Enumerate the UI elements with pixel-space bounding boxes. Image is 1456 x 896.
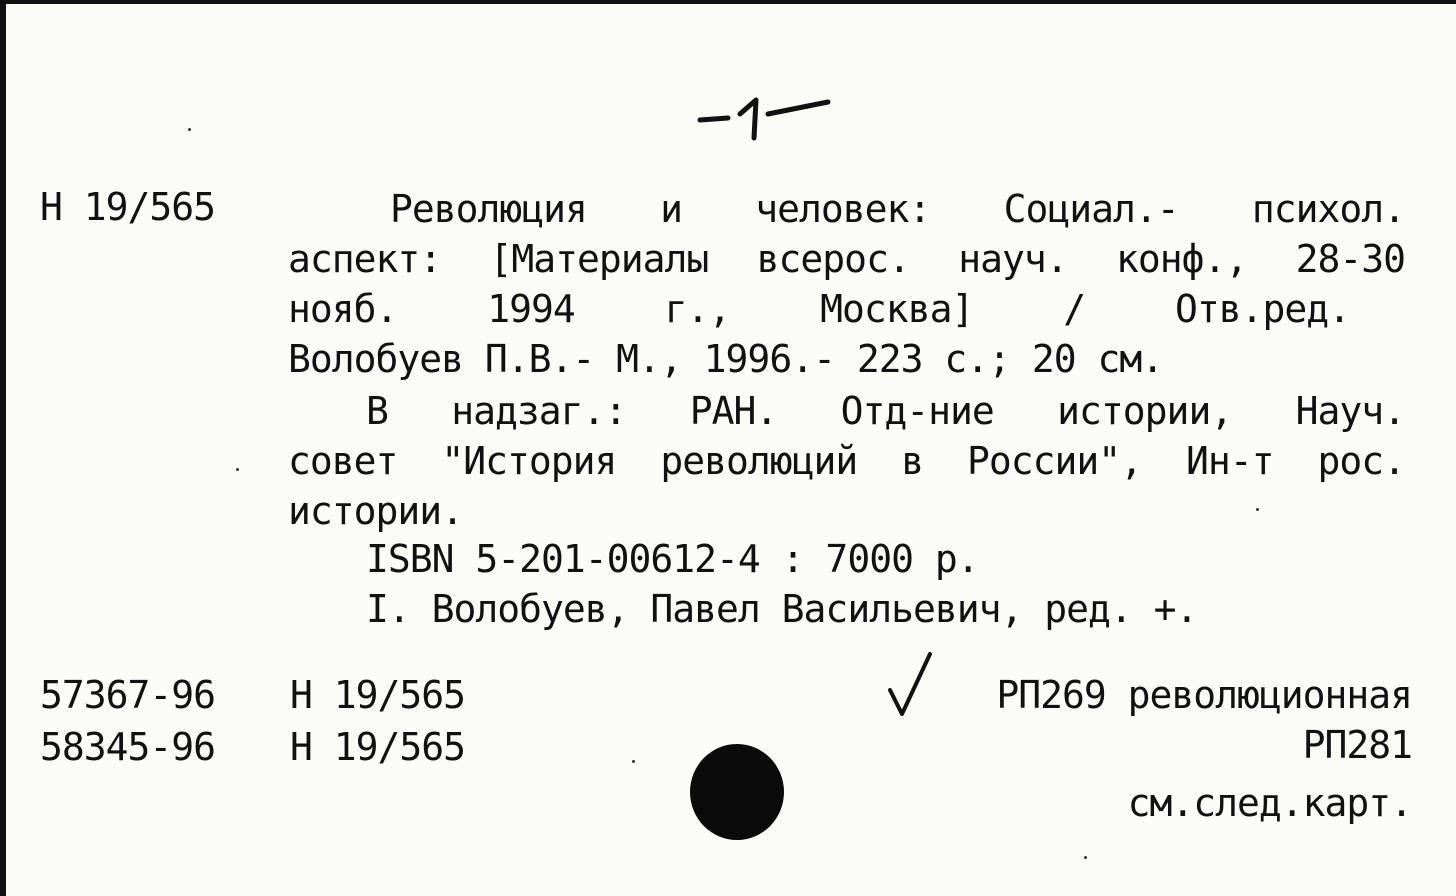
scan-speck xyxy=(1256,508,1259,511)
description-line-1: Революция и человек: Социал.- психол. xyxy=(390,187,1405,231)
description-line-3: нояб. 1994 г., Москва] / Отв.ред. xyxy=(288,287,1350,331)
card-left-edge xyxy=(0,0,6,896)
card-top-edge xyxy=(0,0,1456,4)
scan-speck xyxy=(632,760,635,763)
note-line-2: совет "История революций в России", Ин-т рос. xyxy=(288,439,1405,483)
scan-speck xyxy=(1084,856,1087,859)
isbn-line: ISBN 5-201-00612-4 : 7000 р. xyxy=(366,537,979,581)
check-mark-icon xyxy=(886,652,936,722)
description-line-2: аспект: [Материалы всерос. науч. конф., 28-30 xyxy=(288,237,1405,281)
subject-heading-1: РП269 революционная xyxy=(996,673,1412,717)
subject-heading-2: РП281 xyxy=(1302,723,1412,767)
shelf-mark: Н 19/565 xyxy=(40,185,216,229)
scan-speck xyxy=(236,468,239,471)
page-number-handwritten xyxy=(690,88,840,148)
added-entry-line: I. Волобуев, Павел Васильевич, ред. +. xyxy=(366,587,1198,631)
accession-shelf: Н 19/565 xyxy=(290,725,466,769)
note-line-1: В надзаг.: РАН. Отд-ние истории, Науч. xyxy=(366,389,1405,433)
description-line-4: Волобуев П.В.- М., 1996.- 223 с.; 20 см. xyxy=(288,337,1164,381)
accession-number: 58345-96 xyxy=(40,725,216,769)
scan-speck xyxy=(188,128,191,131)
card-punch-hole xyxy=(690,744,784,840)
accession-number: 57367-96 xyxy=(40,673,216,717)
note-line-3: истории. xyxy=(288,489,464,533)
continued-note: см.след.карт. xyxy=(1127,781,1412,825)
accession-shelf: Н 19/565 xyxy=(290,673,466,717)
